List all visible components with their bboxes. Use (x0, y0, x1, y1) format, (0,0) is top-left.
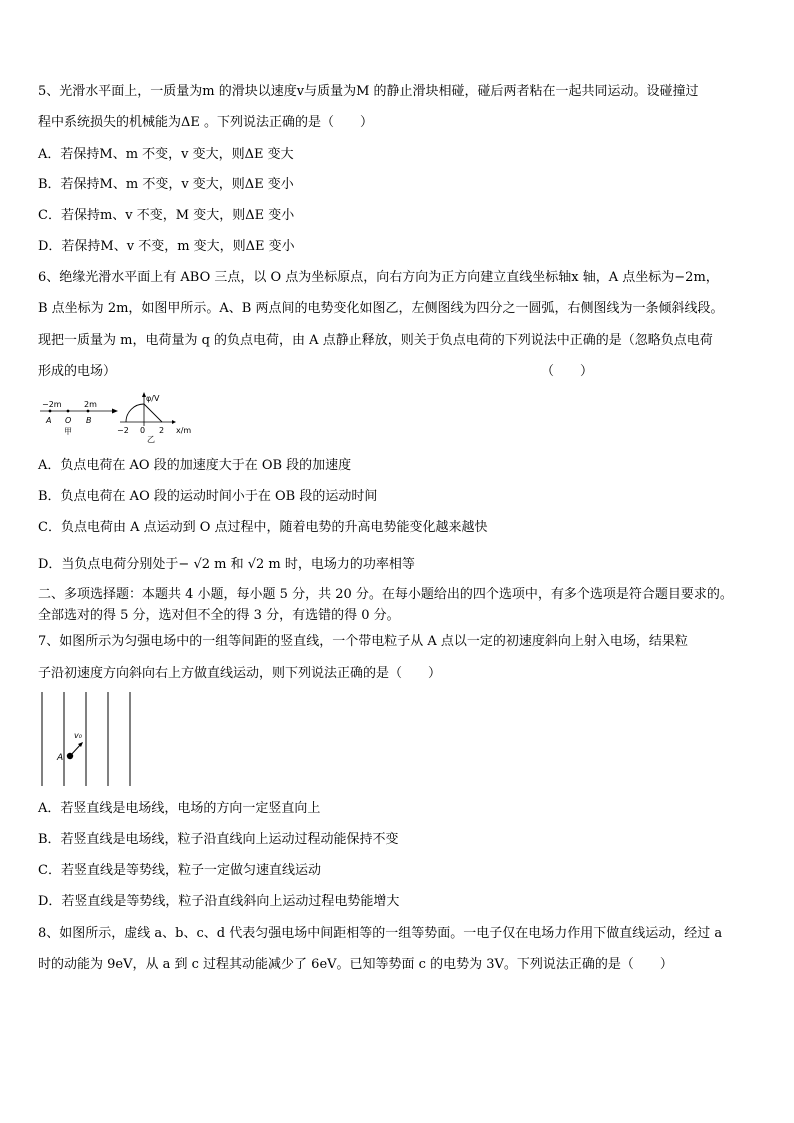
label-2m: 2m (84, 400, 97, 409)
q6-answer-paren: （ ） (541, 364, 594, 379)
q6-option-a: A．负点电荷在 AO 段的加速度大于在 OB 段的加速度 (38, 458, 352, 473)
q7-option-b: B．若竖直线是电场线，粒子沿直线向上运动过程动能保持不变 (38, 832, 399, 847)
label-o: O (65, 416, 72, 425)
q5-option-d: D．若保持M、v 不变，m 变大，则ΔE 变小 (38, 239, 295, 254)
q6-stem-line2: B 点坐标为 2m，如图甲所示。A、B 两点间的电势变化如图乙，左侧图线为四分之一圆弧，右侧图线为一条倾斜线段。 (38, 301, 724, 316)
q6-option-b: B．负点电荷在 AO 段的运动时间小于在 OB 段的运动时间 (38, 489, 378, 504)
q6-stem-line3: 现把一质量为 m，电荷量为 q 的负点电荷，由 A 点静止释放，则关于负点电荷的下列说法中正确的是（忽略负点电荷 (38, 333, 713, 348)
label-v0: v₀ (74, 731, 82, 740)
x-axis-label: x/m (176, 426, 192, 435)
tick-0: 0 (140, 426, 146, 435)
q8-stem-line1: 8、如图所示，虚线 a、b、c、d 代表匀强电场中间距相等的一组等势面。一电子仅在电场力作用下做直线运动，经过 a (38, 926, 723, 941)
q7-stem-line1: 7、如图所示为匀强电场中的一组等间距的竖直线，一个带电粒子从 A 点以一定的初速度斜向上射入电场，结果粒 (38, 634, 688, 649)
q7-stem-line2: 子沿初速度方向斜向右上方做直线运动，则下列说法正确的是（ ） (38, 666, 442, 681)
point-o-dot (67, 410, 70, 413)
sloped-segment (144, 404, 162, 422)
q6-stem-line1: 6、绝缘光滑水平面上有 ABO 三点，以 O 点为坐标原点，向右方向为正方向建立直线坐标轴x 轴，A 点坐标为−2m， (38, 270, 719, 285)
tick-neg-2: −2 (117, 426, 129, 435)
label-a: A (46, 416, 52, 425)
q5-stem-line2: 程中系统损失的机械能为ΔE 。下列说法正确的是（ ） (38, 115, 374, 130)
caption-jia: 甲 (64, 427, 72, 436)
q7-option-d: D．若竖直线是等势线，粒子沿直线斜向上运动过程电势能增大 (38, 894, 400, 909)
point-b-dot (87, 410, 90, 413)
q5-option-b: B．若保持M、m 不变，v 变大，则ΔE 变小 (38, 177, 294, 192)
section2-header-line2: 全部选对的得 5 分，选对但不全的得 3 分，有选错的得 0 分。 (38, 608, 400, 623)
x-axis-arrow (172, 420, 176, 424)
q7-figure (36, 692, 136, 788)
q5-option-a: A．若保持M、m 不变，v 变大，则ΔE 变大 (38, 147, 294, 162)
tick-2: 2 (159, 426, 165, 435)
q5-option-c: C．若保持m、v 不变，M 变大，则ΔE 变小 (38, 208, 295, 223)
label-b: B (86, 416, 92, 425)
q7-option-a: A．若竖直线是电场线，电场的方向一定竖直向上 (38, 801, 321, 816)
q5-stem-line1: 5、光滑水平面上，一质量为m 的滑块以速度v与质量为M 的静止滑块相碰，碰后两者粘在一起共同运动。设碰撞过 (38, 84, 699, 99)
q6-option-c: C．负点电荷由 A 点运动到 O 点过程中，随着电势的升高电势能变化越来越快 (38, 520, 488, 535)
label-a: A (57, 753, 64, 763)
q6-figure-yi (114, 392, 198, 444)
q6-option-d: D．当负点电荷分别处于− √2 m 和 √2 m 时，电场力的功率相等 (38, 557, 415, 572)
point-a-dot (49, 410, 52, 413)
y-axis-label: φ/V (146, 394, 160, 403)
quarter-arc-curve (126, 404, 144, 422)
q7-option-c: C．若竖直线是等势线，粒子一定做匀速直线运动 (38, 863, 321, 878)
label-neg-2m: −2m (42, 400, 62, 409)
q6-stem-line4: 形成的电场） (38, 364, 117, 379)
q6-figure-jia (38, 396, 118, 440)
section2-header-line1: 二、多项选择题：本题共 4 小题，每小题 5 分，共 20 分。在每小题给出的四个选项中，有多个选项是符合题目要求的。 (38, 587, 733, 602)
q8-stem-line2: 时的动能为 9eV，从 a 到 c 过程其动能减少了 6eV。已知等势面 c 的电势为 3V。下列说法正确的是（ ） (38, 957, 673, 972)
caption-yi: 乙 (147, 435, 155, 444)
